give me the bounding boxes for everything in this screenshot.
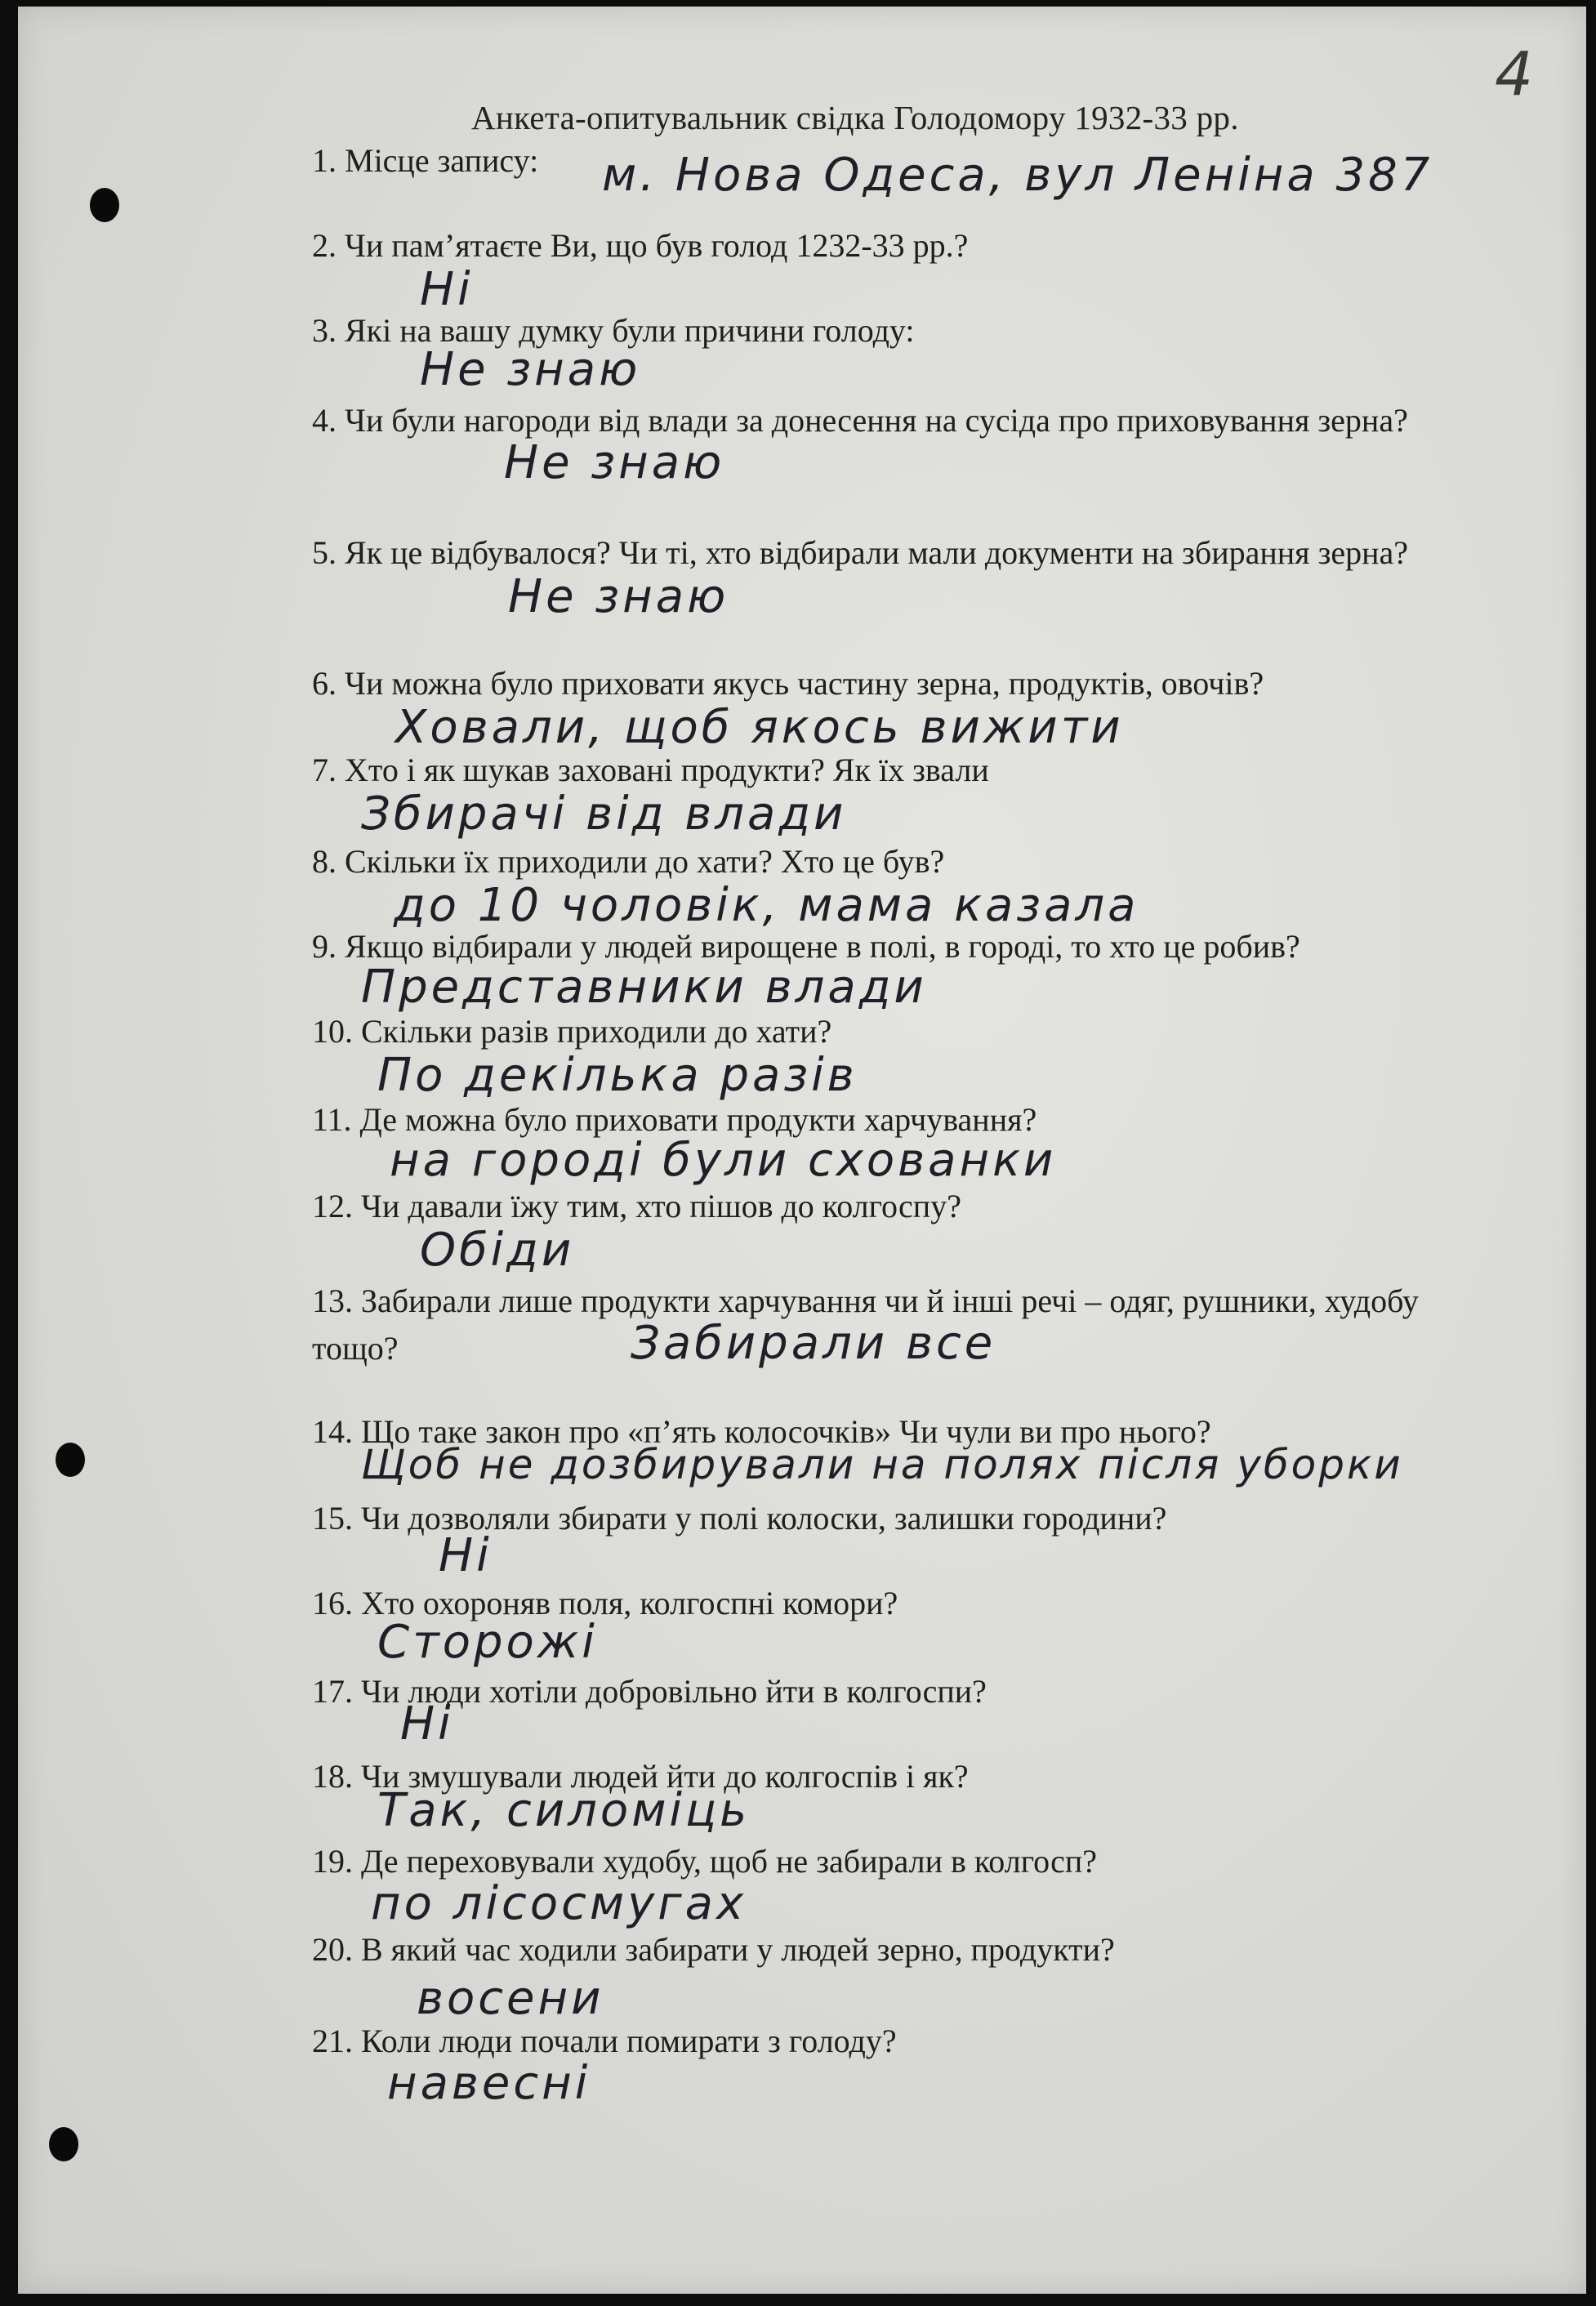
answer-10: По декілька разів [377,1049,858,1102]
page-title: Анкета-опитувальник свідка Голодомору 1932-33 рр. [471,99,1239,136]
page-number: 4 [1495,39,1536,109]
question-5 [312,529,1488,577]
answer-1: м. Нова Одеса, вул Леніна 387 [602,149,1433,202]
answer-4: Не знаю [504,436,725,489]
punch-hole [90,188,119,222]
answer-11: на городі були схованки [390,1134,1057,1187]
question-number: 11. [312,1101,352,1138]
question-number: 2. [312,227,337,264]
question-text: Чи можна було приховати якусь частину зерна, продуктів, овочів? [345,665,1264,702]
question-text: Хто і як шукав заховані продукти? Як їх звали [345,752,989,788]
answer-17: Ні [400,1697,454,1751]
punch-hole [56,1443,85,1477]
answer-20: восени [417,1972,604,2025]
question-number: 10. [312,1013,353,1050]
question-number: 13. [312,1282,353,1319]
question-text: Коли люди почали помирати з голоду? [361,2023,897,2059]
answer-21: навесні [387,2057,591,2110]
question-17 [312,1668,1488,1715]
punch-hole [49,2127,78,2161]
answer-5: Не знаю [508,570,729,623]
question-text: Де можна було приховати продукти харчування? [359,1101,1037,1138]
question-text: Чи люди хотіли добровільно йти в колгоспи? [361,1673,987,1710]
answer-14: Щоб не дозбирували на полях після уборки [361,1441,1403,1488]
question-4 [312,397,1488,444]
question-number: 3. [312,312,337,349]
question-text: Які на вашу думку були причини голоду: [345,312,915,349]
question-text: Чи змушували людей йти до колгоспів і як? [361,1758,969,1795]
answer-19: по лісосмугах [371,1877,747,1930]
question-2 [312,222,1488,270]
question-number: 9. [312,928,337,965]
question-number: 20. [312,1931,353,1968]
question-text: Де переховували худобу, щоб не забирали в колгосп? [361,1843,1098,1880]
question-20 [312,1926,1488,1974]
question-text: Як це відбувалося? Чи ті, хто відбирали мали документи на збирання зерна? [345,534,1409,571]
answer-12: Обіди [420,1224,575,1277]
question-number: 5. [312,534,337,571]
question-number: 19. [312,1843,353,1880]
document-page [18,7,1586,2294]
question-number: 12. [312,1188,353,1224]
question-text: Хто охороняв поля, колгоспні комори? [361,1585,898,1621]
answer-9: Представники влади [361,961,927,1014]
question-text: Чи пам’ятаєте Ви, що був голод 1232-33 рр.? [345,227,969,264]
question-text: Скільки їх приходили до хати? Хто це був? [345,843,945,880]
answer-13: Забирали все [631,1317,996,1370]
answer-6: Ховали, щоб якось вижити [395,701,1124,754]
answer-2: Ні [420,263,474,316]
question-text: Місце запису: [345,142,539,179]
answer-7: Збирачі від влади [361,787,847,841]
question-number: 14. [312,1413,353,1450]
answer-8: до 10 чоловік, мама казала [394,879,1139,932]
question-text: Чи дозволяли збирати у полі колоски, залишки городини? [361,1500,1167,1537]
question-number: 4. [312,402,337,439]
question-number: 16. [312,1585,353,1621]
question-text: В який час ходили забирати у людей зерно, продукти? [361,1931,1115,1968]
answer-16: Сторожі [377,1616,598,1669]
answer-18: Так, силоміць [377,1784,751,1837]
question-number: 18. [312,1758,353,1795]
question-text: Забирали лише продукти харчування чи й інші речі – одяг, рушники, худобу тощо? [312,1282,1419,1367]
answer-3: Не знаю [420,343,641,396]
question-number: 6. [312,665,337,702]
question-text: Якщо відбирали у людей вирощене в полі, в городі, то хто це робив? [345,928,1300,965]
answer-15: Ні [439,1529,493,1582]
question-text: Скільки разів приходили до хати? [361,1013,832,1050]
question-number: 1. [312,142,337,179]
question-number: 8. [312,843,337,880]
question-number: 7. [312,752,337,788]
question-number: 17. [312,1673,353,1710]
question-text: Що таке закон про «п’ять колосочків» Чи чули ви про нього? [361,1413,1211,1450]
question-text: Чи давали їжу тим, хто пішов до колгоспу? [361,1188,961,1224]
question-number: 15. [312,1500,353,1537]
question-text: Чи були нагороди від влади за донесення на сусіда про приховування зерна? [345,402,1408,439]
question-number: 21. [312,2023,353,2059]
